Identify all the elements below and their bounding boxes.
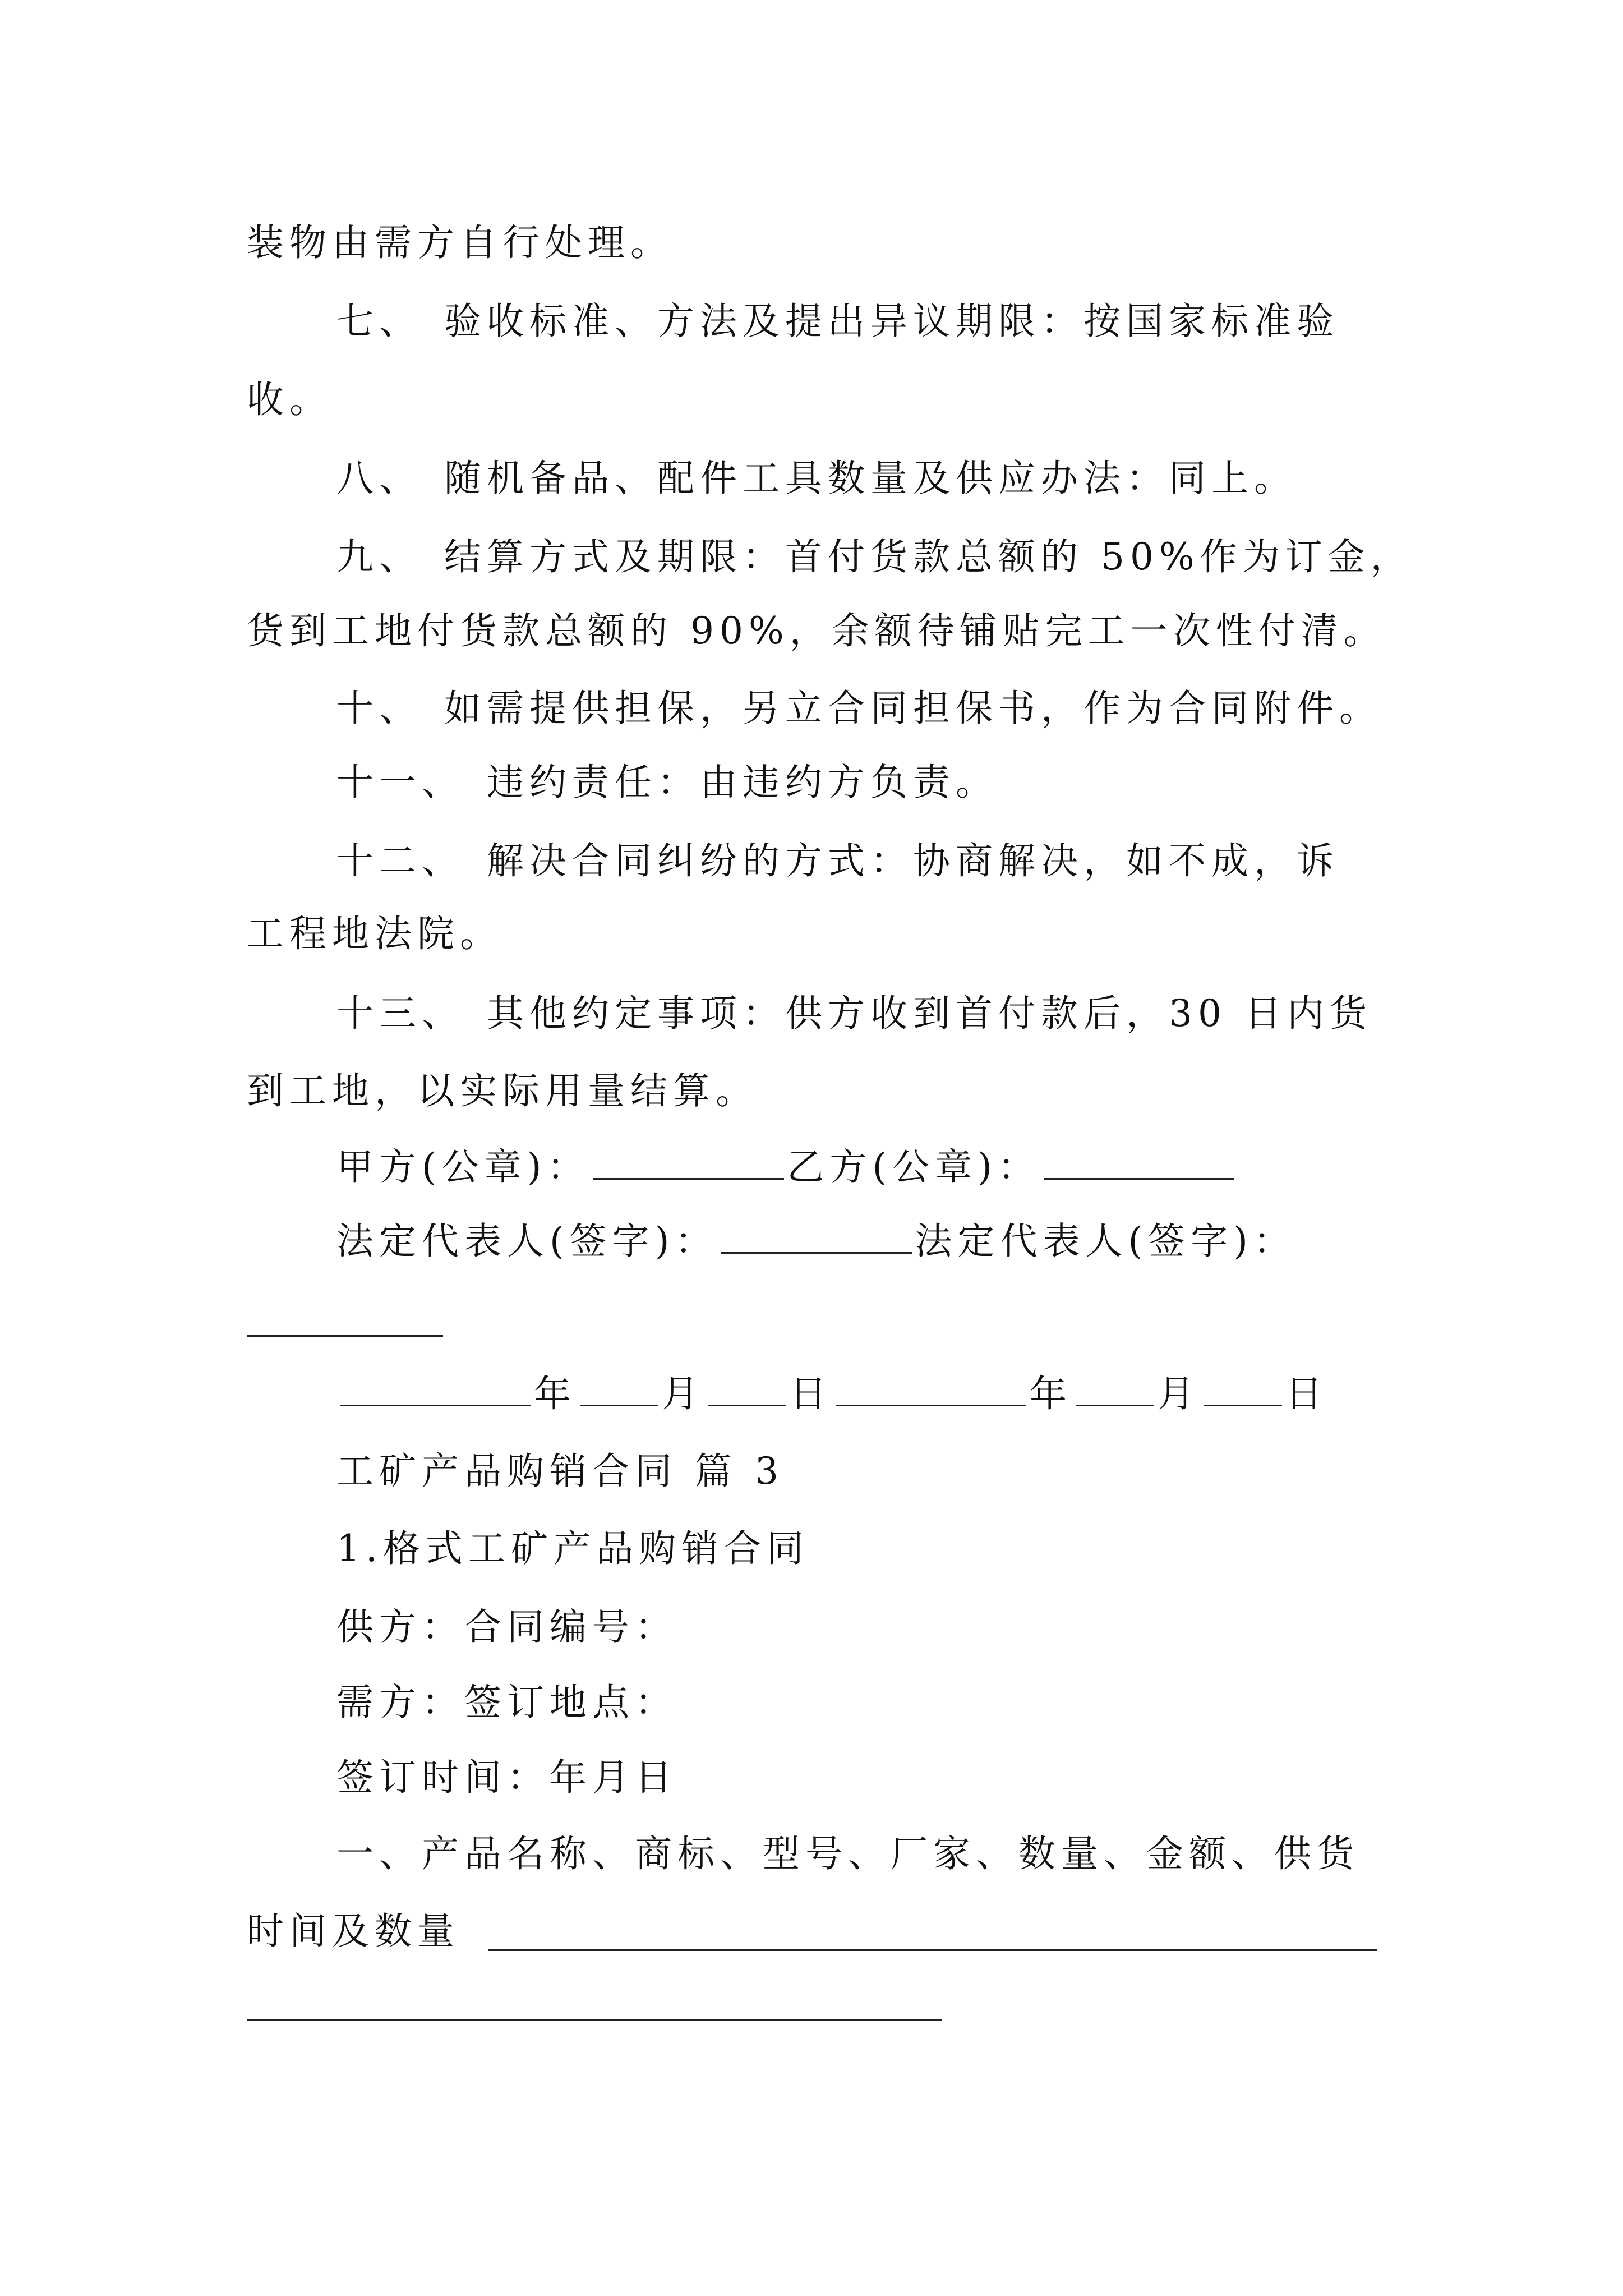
party-a-seal-blank bbox=[593, 1144, 784, 1180]
item-1-fill-rule bbox=[488, 1949, 1377, 1951]
rep-a-signature-blank bbox=[721, 1218, 912, 1254]
text-line: 收。 bbox=[247, 378, 332, 421]
clause-11 bbox=[336, 757, 998, 808]
day-blank bbox=[708, 1371, 786, 1406]
clause-8 bbox=[336, 453, 1297, 504]
text-line: 装物由需方自行处理。 bbox=[247, 221, 673, 264]
month-blank bbox=[580, 1371, 658, 1406]
day-blank bbox=[1204, 1371, 1282, 1406]
signature-reps-line bbox=[336, 1216, 1296, 1267]
buyer-line: 需方：签订地点： bbox=[336, 1681, 677, 1724]
clause-text: 随机备品、配件工具数量及供应办法：同上。 bbox=[444, 457, 1297, 500]
clause-number: 七、 bbox=[336, 300, 422, 343]
clause-13 bbox=[336, 988, 1372, 1039]
text-line: 货到工地付货款总额的 90%，余额待铺贴完工一次性付清。 bbox=[247, 609, 1386, 652]
clause-number: 十二、 bbox=[336, 839, 464, 882]
clause-10 bbox=[336, 683, 1382, 734]
party-b-seal-blank bbox=[1044, 1144, 1234, 1180]
year-blank bbox=[340, 1371, 531, 1406]
clause-number: 十一、 bbox=[336, 761, 464, 804]
section-heading: 工矿产品购销合同 篇 3 bbox=[336, 1450, 784, 1493]
clause-text: 解决合同纠纷的方式：协商解决，如不成，诉 bbox=[487, 839, 1339, 882]
party-a-label: 甲方(公章)： bbox=[336, 1145, 590, 1189]
item-1-line: 一、产品名称、商标、型号、厂家、数量、金额、供货 bbox=[336, 1832, 1359, 1875]
sign-time-line: 签订时间：年月日 bbox=[336, 1756, 677, 1799]
supplier-line: 供方：合同编号： bbox=[336, 1605, 677, 1649]
rep-b-label: 法定代表人(签字)： bbox=[915, 1220, 1296, 1263]
clause-7 bbox=[336, 296, 1339, 347]
clause-12 bbox=[336, 836, 1339, 886]
rep-b-signature-blank bbox=[247, 1335, 443, 1337]
clause-number: 十三、 bbox=[336, 992, 464, 1035]
rep-a-label: 法定代表人(签字)： bbox=[336, 1220, 718, 1263]
text-line: 工程地法院。 bbox=[247, 912, 502, 955]
party-b-label: 乙方(公章)： bbox=[787, 1145, 1040, 1189]
clause-9 bbox=[336, 532, 1413, 582]
clause-text: 验收标准、方法及提出异议期限：按国家标准验 bbox=[444, 300, 1339, 343]
month-blank bbox=[1076, 1371, 1154, 1406]
clause-number: 九、 bbox=[336, 535, 422, 578]
signature-dates-line: 年 月 日 年 月 日 bbox=[336, 1369, 1328, 1419]
item-1-continued: 时间及数量 bbox=[247, 1910, 460, 1953]
clause-text: 结算方式及期限：首付货款总额的 50%作为订金， bbox=[444, 535, 1413, 578]
section-subtitle: 1.格式工矿产品购销合同 bbox=[336, 1527, 809, 1570]
clause-text: 其他约定事项：供方收到首付款后，30 日内货 bbox=[487, 992, 1372, 1035]
clause-number: 十、 bbox=[336, 687, 422, 730]
clause-number: 八、 bbox=[336, 457, 422, 500]
clause-text: 如需提供担保，另立合同担保书，作为合同附件。 bbox=[444, 687, 1382, 730]
signature-seals-line bbox=[336, 1142, 1238, 1193]
year-blank bbox=[836, 1371, 1026, 1406]
item-1-fill-rule-2 bbox=[247, 2019, 942, 2021]
clause-text: 违约责任：由违约方负责。 bbox=[487, 761, 998, 804]
text-line: 到工地，以实际用量结算。 bbox=[247, 1069, 758, 1112]
